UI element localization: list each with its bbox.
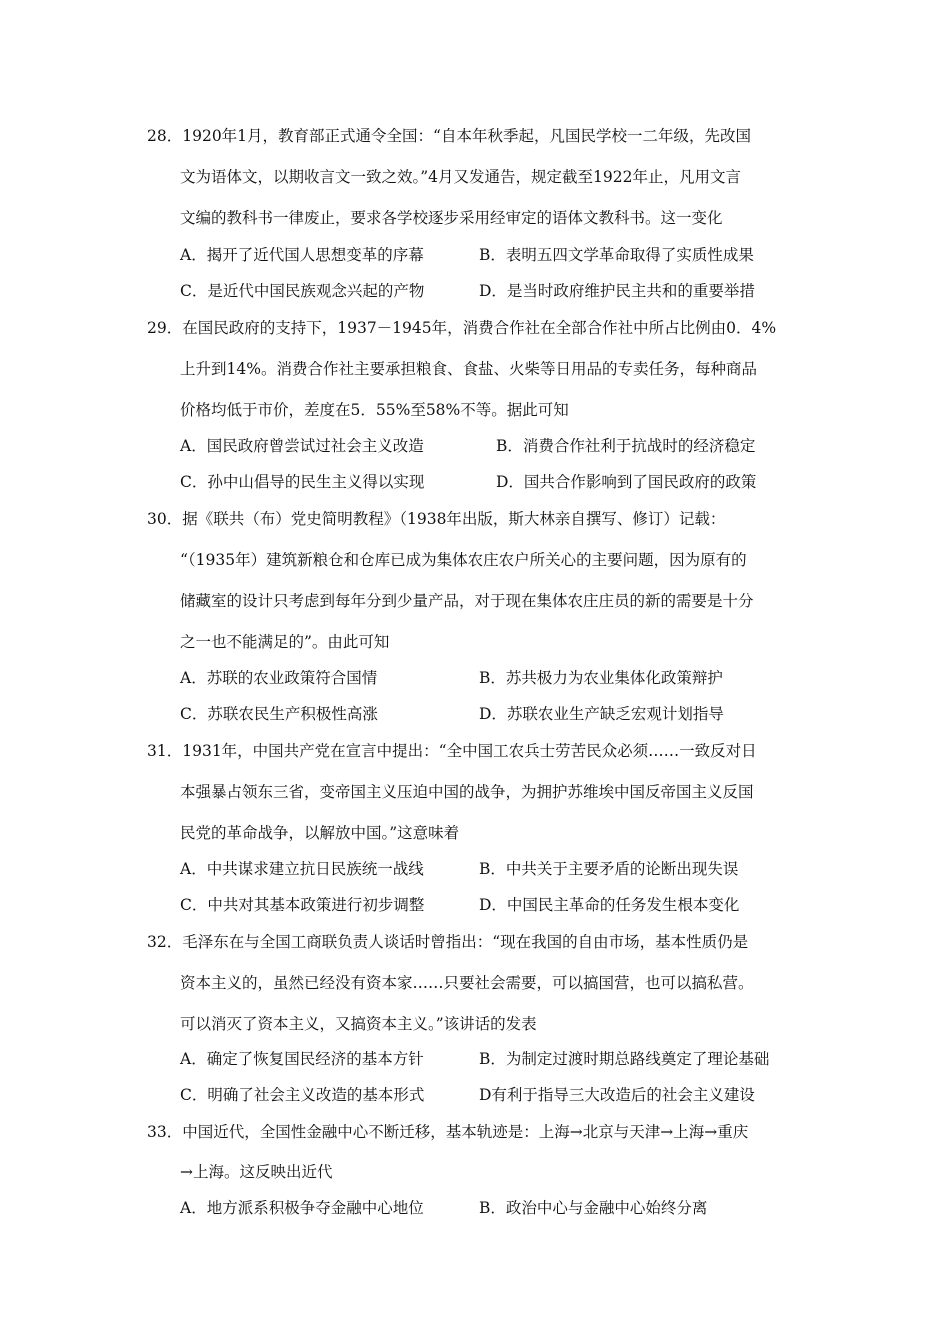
option-32-a[interactable]: A．确定了恢复国民经济的基本方针 <box>180 1050 424 1068</box>
question-29-line-3: 价格均低于市价，差度在5．55%至58%不等。据此可知 <box>180 401 569 419</box>
question-30-line-1: 30．据《联共（布）党史简明教程》（1938年出版，斯大林亲自撰写、修订）记载： <box>147 510 726 528</box>
question-31-line-3: 民党的革命战争，以解放中国。”这意味着 <box>180 824 460 842</box>
option-28-c[interactable]: C．是近代中国民族观念兴起的产物 <box>180 282 425 300</box>
option-33-b[interactable]: B．政治中心与金融中心始终分离 <box>479 1199 708 1217</box>
option-28-d[interactable]: D．是当时政府维护民主共和的重要举措 <box>479 282 755 300</box>
question-28-line-1: 28．1920年1月，教育部正式通令全国：“自本年秋季起，凡国民学校一二年级，先改国 <box>147 127 751 145</box>
option-31-c[interactable]: C．中共对其基本政策进行初步调整 <box>180 896 425 914</box>
question-32-line-1: 32．毛泽东在与全国工商联负责人谈话时曾指出：“现在我国的自由市场，基本性质仍是 <box>147 933 749 951</box>
question-30-line-3: 储藏室的设计只考虑到每年分到少量产品，对于现在集体农庄庄员的新的需要是十分 <box>180 592 754 610</box>
option-33-a[interactable]: A．地方派系积极争夺金融中心地位 <box>180 1199 424 1217</box>
option-30-b[interactable]: B．苏共极力为农业集体化政策辩护 <box>479 669 723 687</box>
question-30-line-2: “（1935年）建筑新粮仓和仓库已成为集体农庄农户所关心的主要问题，因为原有的 <box>180 551 747 569</box>
question-28-line-2: 文为语体文，以期收言文一致之效。”4月又发通告，规定截至1922年止，凡用文言 <box>180 168 741 186</box>
option-31-b[interactable]: B．中共关于主要矛盾的论断出现失误 <box>479 860 739 878</box>
question-32-line-2: 资本主义的，虽然已经没有资本家……只要社会需要，可以搞国营，也可以搞私营。 <box>180 974 754 992</box>
question-31-line-2: 本强暴占领东三省，变帝国主义压迫中国的战争，为拥护苏维埃中国反帝国主义反国 <box>180 783 754 801</box>
question-33-line-2: →上海。这反映出近代 <box>180 1163 333 1181</box>
question-29-line-2: 上升到14%。消费合作社主要承担粮食、食盐、火柴等日用品的专卖任务，每种商品 <box>180 360 757 378</box>
option-28-a[interactable]: A．揭开了近代国人思想变革的序幕 <box>180 246 424 264</box>
option-31-d[interactable]: D．中国民主革命的任务发生根本变化 <box>479 896 740 914</box>
option-30-a[interactable]: A．苏联的农业政策符合国情 <box>180 669 378 687</box>
question-number: 32． <box>147 933 183 951</box>
question-number: 31． <box>147 742 183 760</box>
option-29-b[interactable]: B．消费合作社利于抗战时的经济稳定 <box>496 437 756 455</box>
question-number: 28． <box>147 127 183 145</box>
option-30-d[interactable]: D．苏联农业生产缺乏宏观计划指导 <box>479 705 724 723</box>
option-32-c[interactable]: C．明确了社会主义改造的基本形式 <box>180 1086 425 1104</box>
option-29-c[interactable]: C．孙中山倡导的民生主义得以实现 <box>180 473 425 491</box>
option-31-a[interactable]: A．中共谋求建立抗日民族统一战线 <box>180 860 424 878</box>
option-29-d[interactable]: D．国共合作影响到了国民政府的政策 <box>496 473 757 491</box>
question-number: 29． <box>147 319 183 337</box>
option-28-b[interactable]: B．表明五四文学革命取得了实质性成果 <box>479 246 754 264</box>
question-32-line-3: 可以消灭了资本主义，又搞资本主义。”该讲话的发表 <box>180 1015 537 1033</box>
option-29-a[interactable]: A．国民政府曾尝试过社会主义改造 <box>180 437 424 455</box>
question-number: 33． <box>147 1123 183 1141</box>
question-number: 30． <box>147 510 183 528</box>
question-30-line-4: 之一也不能满足的”。由此可知 <box>180 633 390 651</box>
question-28-line-3: 文编的教科书一律废止，要求各学校逐步采用经审定的语体文教科书。这一变化 <box>180 209 723 227</box>
option-32-d[interactable]: D有利于指导三大改造后的社会主义建设 <box>479 1086 755 1104</box>
option-32-b[interactable]: B．为制定过渡时期总路线奠定了理论基础 <box>479 1050 770 1068</box>
question-31-line-1: 31．1931年，中国共产党在宣言中提出：“全中国工农兵士劳苦民众必须……一致反对日 <box>147 742 757 760</box>
question-33-line-1: 33．中国近代，全国性金融中心不断迁移，基本轨迹是：上海→北京与天津→上海→重庆 <box>147 1123 749 1141</box>
option-30-c[interactable]: C．苏联农民生产积极性高涨 <box>180 705 378 723</box>
question-29-line-1: 29．在国民政府的支持下，1937－1945年，消费合作社在全部合作社中所占比例由0．4% <box>147 319 777 337</box>
